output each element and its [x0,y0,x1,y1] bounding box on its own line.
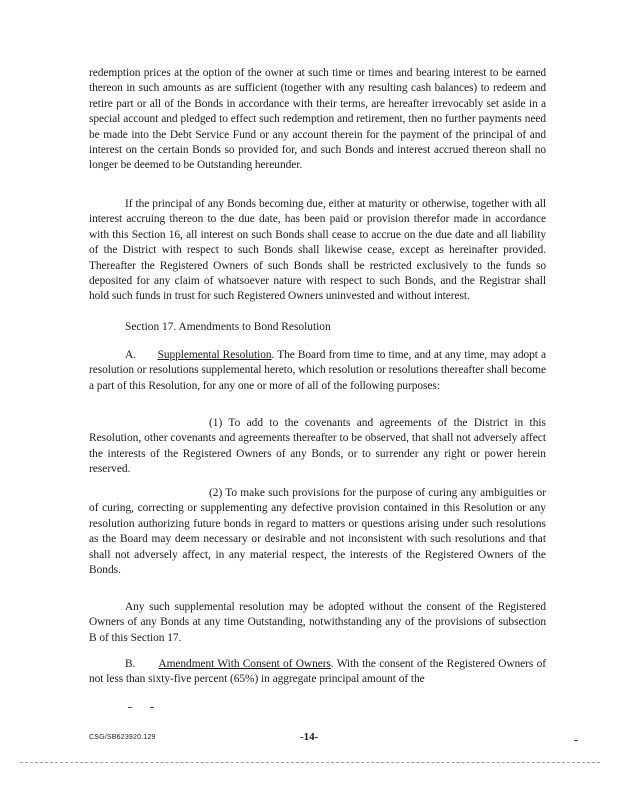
subsection-b-title: Amendment With Consent of Owners [158,658,331,670]
paragraph-redemption-continuation [89,66,546,174]
section-17-heading: Section 17. Amendments to Bond Resolution [125,321,331,333]
subsection-b-label: B. [125,658,136,670]
subsection-a-text: . The Board from time to time, and at any time, may adopt a resolution or resolutions supplemental hereto, which resolution or resolutions thereafter shall become a part of this Resolution, for any one or more of all of the following purposes: [89,349,546,392]
footer-document-id: CSG/SB623920.129 [89,734,156,741]
footer-page-number: -14- [300,731,319,743]
subsection-a [89,348,546,394]
paragraph-text: redemption prices at the option of the owner at such time or times and bearing interest to be earned thereon in such amounts as are sufficient (together with any resulting cash balances) to redeem and retire part or all of the Bonds in accordance with their terms, are hereafter irrevocably set aside in a special account and pledged to effect such redemption and retirement, then no further payments need be made into the Debt Service Fund or any account therein for the payment of the principal of and interest on the certain Bonds so provided for, and such Bonds and interest accrued thereon shall no longer be deemed to be Outstanding hereunder. [89,67,546,172]
scan-mark [574,740,578,741]
purpose-item-text: (2) To make such provisions for the purpose of curing any ambiguities or of curing, correcting or supplementing any defective provision contained in this Resolution or any resolution authorizing future bonds in regard to matters or questions arising under such resolutions as the Board may deem necessary or desirable and not inconsistent with such resolutions and that shall not adversely affect, in any material respect, the interests of the Registered Owners of the Bonds. [89,487,546,577]
scan-mark [150,707,154,708]
purpose-item-text: (1) To add to the covenants and agreements of the District in this Resolution, other covenants and agreements thereafter to be observed, that shall not adversely affect the interests of the Registered Owners of any Bonds, or to surrender any right or power herein reserved. [89,417,546,476]
paragraph-principal-paid [89,197,546,305]
subsection-a-title: Supplemental Resolution [157,349,272,361]
paragraph-text: Any such supplemental resolution may be adopted without the consent of the Registered Owners of any Bonds at any time Outstanding, notwithstanding any of the provisions of subsection B of this Section 17. [89,601,546,644]
paragraph-text: If the principal of any Bonds becoming due, either at maturity or otherwise, together with all interest accruing thereon to the due date, has been paid or provision therefor made in accordance with this Section 16, all interest on such Bonds shall cease to accrue on the due date and all liability of the District with respect to such Bonds shall likewise cease, except as hereinafter provided. Thereafter the Registered Owners of such Bonds shall be restricted exclusively to the funds so deposited for any claim of whatsoever nature with respect to such Bonds, and the Registrar shall hold such funds in trust for such Registered Owners uninvested and without interest. [89,198,546,303]
scan-artifact-line [20,762,600,763]
purpose-item-1 [89,416,546,478]
paragraph-any-such [89,600,546,646]
subsection-a-label: A. [125,349,136,361]
purpose-item-2 [89,486,546,578]
subsection-b-text: . With the consent of the Registered Owners of not less than sixty-five percent (65%) in aggregate principal amount of the [89,658,546,686]
subsection-b [89,657,546,688]
scan-mark [128,707,132,708]
